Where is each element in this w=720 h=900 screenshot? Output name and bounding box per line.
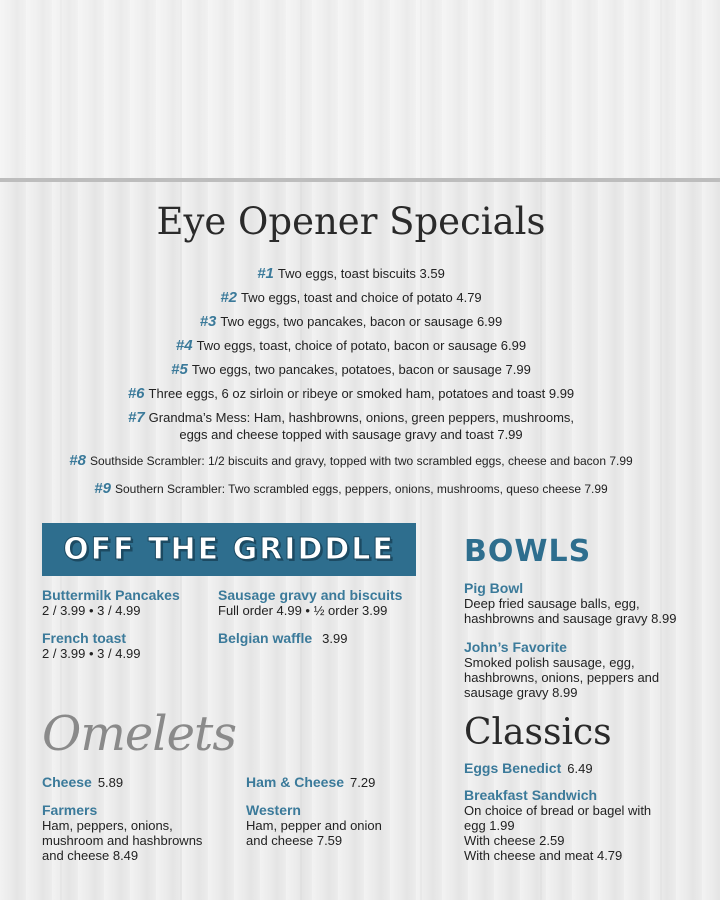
- special-number: #8: [69, 452, 86, 469]
- menu-item-eggs-benedict: [464, 761, 593, 776]
- special-number: #1: [257, 265, 274, 282]
- special-7: [0, 410, 702, 426]
- item-price: 7.29: [350, 775, 376, 790]
- special-6: [0, 386, 702, 402]
- special-number: #9: [94, 480, 111, 497]
- item-desc: Deep fried sausage balls, egg,: [464, 596, 640, 611]
- menu-item-johns-favorite: [464, 640, 659, 700]
- item-desc: Ham, peppers, onions,: [42, 818, 173, 833]
- item-price: 3.99: [322, 631, 348, 646]
- menu-item-buttermilk-pancakes: [42, 588, 180, 618]
- special-1: [0, 266, 702, 282]
- item-name: Western: [246, 802, 301, 818]
- item-name: Sausage gravy and biscuits: [218, 587, 403, 603]
- menu-item-cheese-omelet: [42, 775, 123, 790]
- special-text: Southside Scrambler: 1/2 biscuits and gravy, topped with two scrambled eggs, cheese and bacon 7.99: [89, 454, 633, 468]
- menu-item-ham-cheese-omelet: [246, 775, 375, 790]
- item-desc: On choice of bread or bagel with: [464, 803, 652, 818]
- special-text: Two eggs, two pancakes, bacon or sausage 6.99: [220, 314, 503, 329]
- item-desc: Full order 4.99 • ½ order 3.99: [218, 603, 388, 618]
- special-text: eggs and cheese topped with sausage gravy and toast 7.99: [179, 427, 523, 442]
- item-name: John’s Favorite: [464, 639, 567, 655]
- item-name: Buttermilk Pancakes: [42, 587, 180, 603]
- special-number: #4: [175, 337, 193, 354]
- special-text: Southern Scrambler: Two scrambled eggs, peppers, onions, mushrooms, queso cheese 7.99: [114, 482, 608, 496]
- item-desc: and cheese 7.59: [246, 833, 343, 848]
- omelets-title: Omelets: [42, 706, 236, 762]
- special-8: [0, 453, 702, 469]
- item-price: 6.49: [567, 761, 593, 776]
- item-name: Farmers: [42, 802, 98, 818]
- special-number: #6: [127, 385, 145, 402]
- menu-item-pig-bowl: [464, 581, 676, 626]
- menu-item-french-toast: [42, 631, 141, 661]
- item-desc: With cheese 2.59: [464, 833, 565, 848]
- special-number: #7: [127, 409, 145, 426]
- item-desc: Ham, pepper and onion: [246, 818, 382, 833]
- item-name: Breakfast Sandwich: [464, 787, 598, 803]
- item-price: 5.89: [97, 775, 124, 790]
- item-desc: With cheese and meat 4.79: [464, 848, 623, 863]
- page-title: Eye Opener Specials: [156, 200, 546, 243]
- special-number: #3: [199, 313, 217, 330]
- special-text: Two eggs, two pancakes, potatoes, bacon or sausage 7.99: [191, 362, 531, 377]
- special-3: [0, 314, 702, 330]
- item-desc: and cheese 8.49: [42, 848, 139, 863]
- special-9: [0, 481, 702, 497]
- item-name: French toast: [42, 630, 127, 646]
- header-image-area: [0, 0, 720, 178]
- item-desc: Smoked polish sausage, egg,: [464, 655, 635, 670]
- special-4: [0, 338, 702, 354]
- item-desc: mushroom and hashbrowns: [42, 833, 203, 848]
- classics-title: Classics: [464, 712, 612, 753]
- special-text: Grandma’s Mess: Ham, hashbrowns, onions, green peppers, mushrooms,: [148, 410, 575, 425]
- menu-item-farmers-omelet: [42, 803, 202, 863]
- item-name: Eggs Benedict: [464, 760, 562, 776]
- special-text: Two eggs, toast, choice of potato, bacon or sausage 6.99: [196, 338, 527, 353]
- item-desc: hashbrowns, onions, peppers and: [464, 670, 660, 685]
- item-desc: 2 / 3.99 • 3 / 4.99: [42, 646, 141, 661]
- item-desc: 2 / 3.99 • 3 / 4.99: [42, 603, 141, 618]
- special-text: Three eggs, 6 oz sirloin or ribeye or smoked ham, potatoes and toast 9.99: [148, 386, 575, 401]
- item-desc: hashbrowns and sausage gravy 8.99: [464, 611, 677, 626]
- item-name: Cheese: [42, 774, 92, 790]
- griddle-header: [42, 523, 416, 576]
- special-7-line2: [0, 427, 702, 443]
- special-2: [0, 290, 702, 306]
- section-divider: [0, 178, 720, 182]
- item-name: Pig Bowl: [464, 580, 524, 596]
- menu-item-western-omelet: [246, 803, 382, 848]
- griddle-title: OFF THE GRIDDLE: [63, 532, 395, 567]
- special-text: Two eggs, toast biscuits 3.59: [277, 266, 445, 281]
- menu-item-belgian-waffle: [218, 631, 347, 646]
- item-name: Belgian waffle: [218, 630, 313, 646]
- bowls-title: BOWLS: [464, 534, 592, 569]
- special-text: Two eggs, toast and choice of potato 4.79: [241, 290, 482, 305]
- item-name: Ham & Cheese: [246, 774, 345, 790]
- special-5: [0, 362, 702, 378]
- item-desc: sausage gravy 8.99: [464, 685, 578, 700]
- menu-item-sausage-gravy: [218, 588, 402, 618]
- item-desc: egg 1.99: [464, 818, 515, 833]
- special-number: #5: [171, 361, 188, 378]
- special-number: #2: [220, 289, 237, 306]
- menu-item-breakfast-sandwich: [464, 788, 651, 863]
